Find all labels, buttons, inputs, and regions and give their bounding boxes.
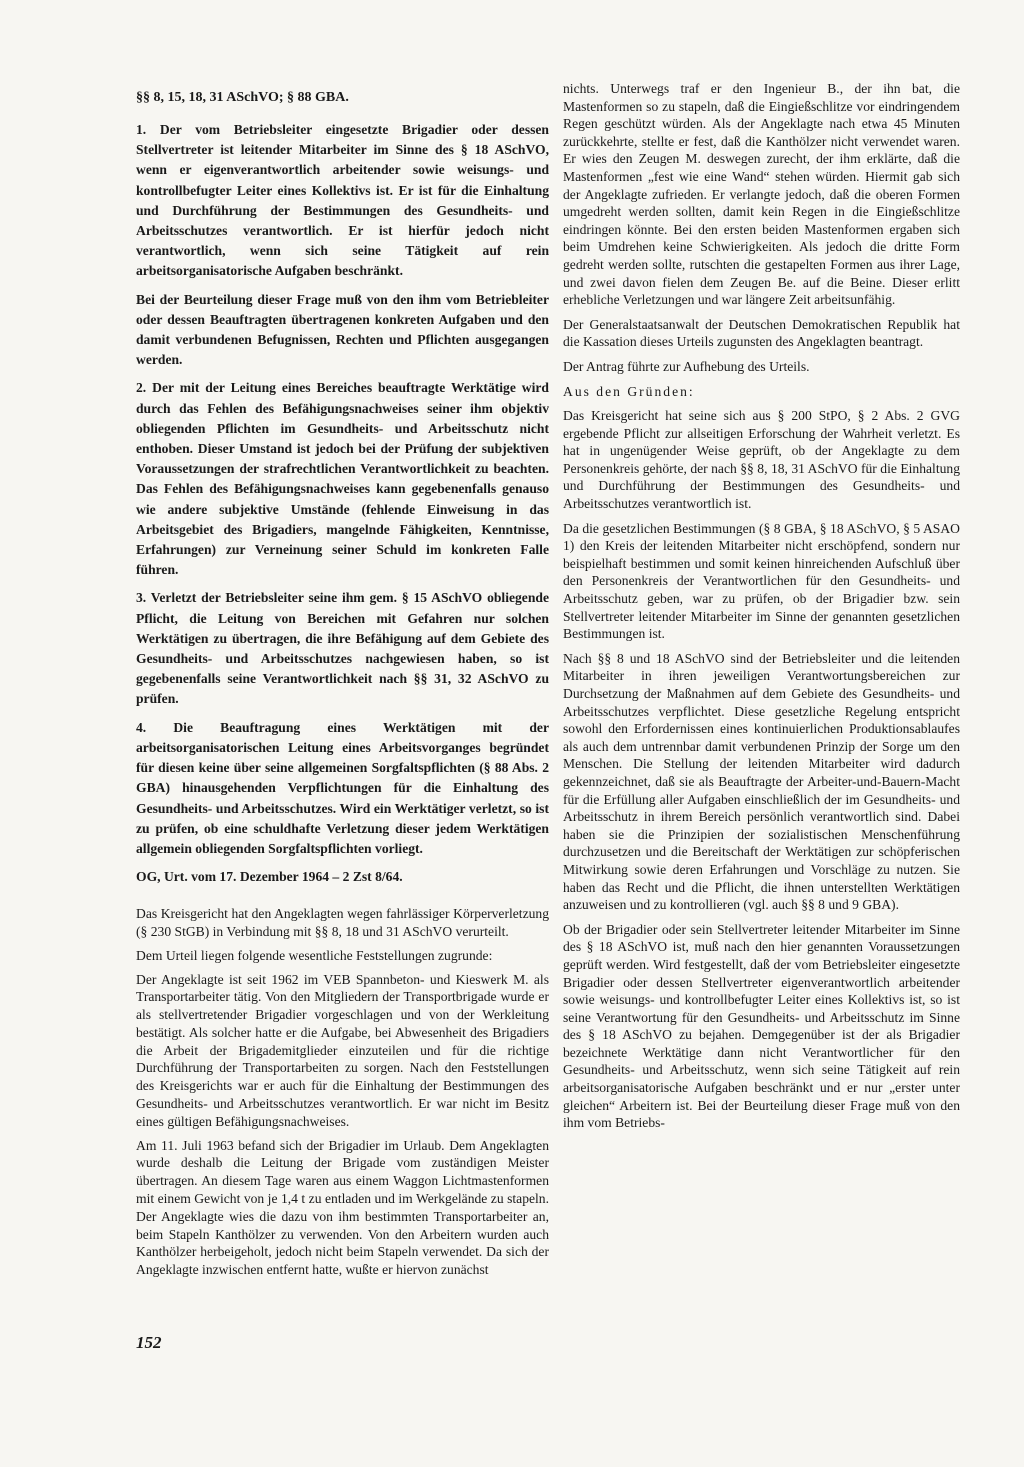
statute-heading: §§ 8, 15, 18, 31 ASchVO; § 88 GBA.: [136, 90, 349, 105]
body-paragraph: Das Kreisgericht hat den Angeklagten wegen fahrlässiger Körperverletzung (§ 230 StGB) in Verbindung mit §§ 8, 18 und 31 ASchVO verurteilt.: [136, 906, 549, 939]
leitsatz-3: 3. Verletzt der Betriebsleiter seine ihm gem. § 15 ASchVO obliegende Pflicht, die Leitung von Bereichen mit Gefahren nur solchen Werktätigen zu übertragen, die ihre Befähigung auf dem Gebiete des Gesundheits- und Arbeitsschutzes nachgewiesen haben, so ist gegebenenfalls seine Verantwortlichkeit nach §§ 31, 32 ASchVO zu prüfen.: [136, 590, 549, 707]
leitsatz-2: 2. Der mit der Leitung eines Bereiches beauftragte Werktätige wird durch das Fehlen des Befähigungsnachweises seiner ihm objektiv obliegenden Pflichten im Gesundheits- und Arbeitsschutz nicht enthoben. Dieser Umstand ist jedoch bei der Prüfung der subjektiven Voraussetzungen der strafrechtlichen Verantwortlichkeit zu beachten. Das Fehlen des Befähigungsnachweises kann gegebenenfalls genauso wie andere subjektive Umstände (fehlende Einweisung in das Arbeitsgebiet des Brigadiers, mangelnde Fähigkeiten, Kenntnisse, Erfahrungen) zur Verneinung seiner Schuld im konkreten Falle führen.: [136, 380, 549, 578]
body-paragraph: Da die gesetzlichen Bestimmungen (§ 8 GBA, § 18 ASchVO, § 5 ASAO 1) den Kreis der leitenden Mitarbeiter nicht erschöpfend, sondern nur beispielhaft bestimmen und somit keinen hinreichenden Aufschluß über den Personenkreis der Verantwortlichen für den Gesundheits- und Arbeitsschutz geben, war zu prüfen, ob der Brigadier bzw. sein Stellvertreter leitender Mitarbeiter im Sinne der genannten gesetzlichen Bestimmungen ist.: [563, 520, 960, 642]
right-column: [563, 80, 960, 1139]
leitsatz-1-cont: Bei der Beurteilung dieser Frage muß von den ihm vom Betriebleiter oder dessen Beauftragten übertragenen konkreten Aufgaben und den damit verbundenen Befugnissen, Rechten und Pflichten ausgegangen werden.: [136, 291, 549, 368]
left-column: [136, 88, 549, 1285]
body-paragraph: Am 11. Juli 1963 befand sich der Brigadier im Urlaub. Dem Angeklagten wurde deshalb die Leitung der Brigade vom zuständigen Meister übertragen. An diesem Tage waren aus einem Waggon Lichtmastenformen mit einem Gewicht von je 1,4 t zu entladen und im Werkgelände zu stapeln. Der Angeklagte wies die dazu von ihm bestimmten Transportarbeiter an, beim Stapeln Kanthölzer zu verwenden. Von den Arbeitern wurden auch Kanthölzer herbeigeholt, jedoch nicht beim Stapeln verwendet. Da sich der Angeklagte inzwischen entfernt hatte, wußte er hiervon zunächst: [136, 1137, 549, 1278]
court-citation: OG, Urt. vom 17. Dezember 1964 – 2 Zst 8/64.: [136, 869, 403, 885]
body-paragraph: Das Kreisgericht hat seine sich aus § 200 StPO, § 2 Abs. 2 GVG ergebende Pflicht zur allseitigen Erforschung der Wahrheit verletzt. Es hat in ungenügender Weise geprüft, ob der Angeklagte zu dem Personenkreis gehörte, der nach §§ 8, 18, 31 ASchVO für die Einhaltung und Durchführung der Bestimmungen des Gesundheits- und Arbeitsschutzes verantwortlich ist.: [563, 408, 960, 512]
body-paragraph: Ob der Brigadier oder sein Stellvertreter leitender Mitarbeiter im Sinne des § 18 ASchVO ist, muß nach den hier genannten Voraussetzungen geprüft werden. Wird festgestellt, daß der vom Betriebsleiter eingesetzte Brigadier oder dessen Stellvertreter eigenverantwortlich arbeitender sowie weisungs- und kontrollbefugter Leiter eines Kollektivs ist, so ist seine Verantwortung für den Gesundheits- und Arbeitsschutz im Sinne des § 18 ASchVO zu bejahen. Demgegenüber ist der als Brigadier bezeichnete Werktätige dann nicht Verantwortlicher für den Gesundheits- und Arbeitsschutz, wenn sich seine Tätigkeit auf rein arbeitsorganisatorische Aufgaben beschränkt und er nur „erster unter gleichen“ Arbeitern ist. Bei der Beurteilung dieser Frage muß von den ihm vom Betriebs-: [563, 921, 960, 1131]
body-paragraph: Der Antrag führte zur Aufhebung des Urteils.: [563, 358, 810, 374]
page-number: 152: [136, 1333, 162, 1352]
body-paragraph: nichts. Unterwegs traf er den Ingenieur B., der ihn bat, die Mastenformen so zu stapeln, daß die Eingießschlitze vor eindringendem Regen geschützt würden. Als der Angeklagte nach etwa 45 Minuten zurückkehrte, stellte er fest, daß die Kanthölzer nicht verwendet waren. Er wies den Zeugen M. deswegen zurecht, der ihm erklärte, daß die Mastenformen „fest wie eine Wand“ stehen würden. Hiermit gab sich der Angeklagte zufrieden. Er verlangte jedoch, daß die oberen Formen umgedreht werden sollten, damit kein Regen in die Eingießschlitze eindringen könnte. Bei den ersten beiden Mastenformen ergaben sich beim Umdrehen keine Schwierigkeiten. Als jedoch die dritte Form gedreht werden sollte, rutschten die gestapelten Formen aus ihrer Lage, und zwei davon fielen dem Zeugen Be. auf die Beine. Dieser erlitt erhebliche Verletzungen und war längere Zeit arbeitsunfähig.: [563, 81, 960, 308]
body-paragraph: Der Generalstaatsanwalt der Deutschen Demokratischen Republik hat die Kassation dieses Urteils zugunsten des Angeklagten beantragt.: [563, 316, 960, 350]
body-paragraph: Dem Urteil liegen folgende wesentliche Feststellungen zugrunde:: [136, 947, 493, 963]
leitsatz-1: 1. Der vom Betriebsleiter eingesetzte Brigadier oder dessen Stellvertreter ist leitender Mitarbeiter im Sinne des § 18 ASchVO, wenn er eigenverantwortlich arbeitender sowie weisungs- und kontrollbefugter Leiter eines Kollektivs ist. Er ist für die Einhaltung und Durchführung der Bestimmungen des Gesundheits- und Arbeitsschutzes verantwortlich. Er ist hierfür jedoch nicht verantwortlich, wenn sich seine Tätigkeit auf rein arbeitsorganisatorische Aufgaben beschränkt.: [136, 122, 549, 279]
section-subheading: Aus den Gründen:: [563, 383, 695, 399]
body-paragraph: Der Angeklagte ist seit 1962 im VEB Spannbeton- und Kieswerk M. als Transportarbeiter tätig. Von den Mitgliedern der Transportbrigade wurde er als stellvertretender Brigadier vorgeschlagen und von der Werkleitung bestätigt. Als solcher hatte er die Aufgabe, bei Abwesenheit des Brigadiers die Arbeit der Brigademitglieder einzuteilen und für die richtige Durchführung der Transportarbeiten zu sorgen. Nach den Feststellungen des Kreisgerichts war er auch für die Einhaltung der Bestimmungen des Gesundheits- und Arbeitsschutzes verantwortlich. Er war nicht im Besitz eines gültigen Befähigungsnachweises.: [136, 971, 549, 1129]
leitsatz-4: 4. Die Beauftragung eines Werktätigen mit der arbeitsorganisatorischen Leitung eines Arbeitsvorganges begründet für diesen keine über seine allgemeinen Sorgfaltspflichten (§ 88 Abs. 2 GBA) hinausgehenden Verpflichtungen für die Einhaltung des Gesundheits- und Arbeitsschutzes. Wird ein Werktätiger verletzt, so ist zu prüfen, ob eine schuldhafte Verletzung dieser jedem Werktätigen allgemein obliegenden Sorgfaltspflichten vorliegt.: [136, 719, 549, 856]
body-paragraph: Nach §§ 8 und 18 ASchVO sind der Betriebsleiter und die leitenden Mitarbeiter in ihren jeweiligen Verantwortungsbereichen zur Durchsetzung der Maßnahmen auf dem Gebiete des Gesundheits- und Arbeitsschutzes verpflichtet. Diese gesetzliche Regelung entspricht sowohl den Erfordernissen eines kontinuierlichen Produktionsablaufes als auch dem untrennbar damit verbundenen Prinzip der Sorge um den Menschen. Die Stellung der leitenden Mitarbeiter wird dadurch gekennzeichnet, daß sie als Beauftragte der Arbeiter-und-Bauern-Macht für die Erfüllung aller Aufgaben einschließlich der im Gesundheits- und Arbeitsschutz in ihrem Bereich persönlich verantwortlich sind. Dabei haben sie die Prinzipien der sozialistischen Menschenführung durchzusetzen und die Bereitschaft der Werktätigen zur schöpferischen Mitwirkung sowie deren Erfahrungen und Vorschläge zu nutzen. Sie haben das Recht und die Pflicht, die ihnen unterstellten Werktätigen anzuweisen und zu kontrollieren (vgl. auch §§ 8 und 9 GBA).: [563, 650, 960, 913]
